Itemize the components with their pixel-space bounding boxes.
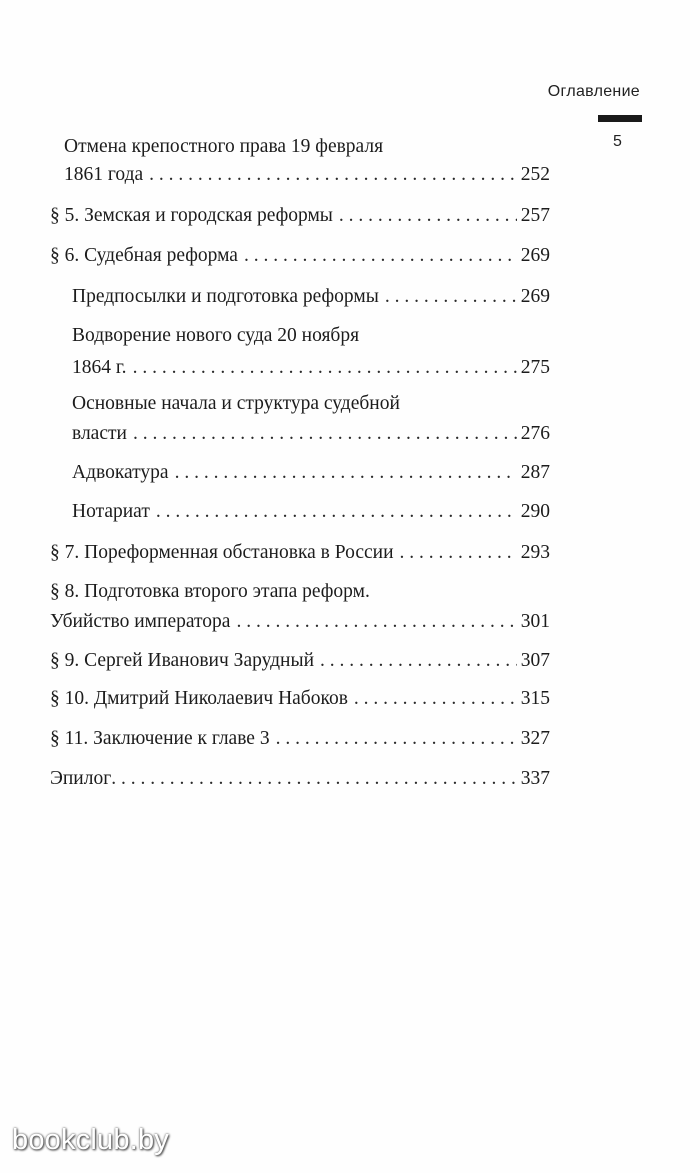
running-head: Оглавление: [547, 83, 640, 100]
toc-entry-page: 252: [520, 164, 550, 185]
toc-entry-title: § 9. Сергей Иванович Зарудный: [50, 650, 315, 671]
toc-entry[interactable]: [50, 647, 550, 675]
toc-entry-page: 315: [520, 688, 550, 709]
dot-leader: [385, 283, 517, 311]
toc-entry-title-line2: Убийство императора: [50, 611, 231, 632]
toc-entry-title-line2: 1864 г.: [72, 357, 127, 378]
dot-leader: [111, 765, 517, 793]
toc-entry[interactable]: [72, 390, 550, 448]
dot-leader: [133, 354, 517, 382]
toc-entry-page: 307: [520, 650, 550, 671]
toc-entry-title: § 6. Судебная реформа: [50, 245, 238, 266]
running-head-bar: [598, 115, 642, 122]
dot-leader: [156, 498, 517, 526]
toc-entry[interactable]: [50, 578, 550, 636]
toc-entry-title: § 10. Дмитрий Николаевич Набоков: [50, 688, 348, 709]
toc-entry-page: 287: [520, 462, 550, 483]
dot-leader: [175, 459, 517, 487]
toc-entry-page: 337: [520, 768, 550, 789]
toc-entry-page: 269: [520, 245, 550, 266]
dot-leader: [149, 161, 517, 189]
dot-leader: [400, 539, 517, 567]
toc-entry-page: 257: [520, 205, 550, 226]
toc-entry[interactable]: [50, 725, 550, 753]
toc-entry-title: § 5. Земская и городская реформы: [50, 205, 333, 226]
site-watermark: bookclub.by: [12, 1124, 169, 1156]
toc-entry[interactable]: [50, 202, 550, 230]
toc-entry-title: Эпилог: [50, 768, 112, 789]
toc-entry-page: 327: [520, 728, 550, 749]
dot-leader: [339, 202, 517, 230]
toc-entry-page: 290: [520, 501, 550, 522]
toc-entry-page: 293: [520, 542, 550, 563]
dot-leader: [354, 685, 517, 713]
toc-entry-title-line1: Основные начала и структура судебной: [72, 393, 400, 414]
toc-entry[interactable]: [72, 459, 550, 487]
toc-entry-title: § 7. Пореформенная обстановка в России: [50, 542, 394, 563]
toc-entry-title: Адвокатура: [72, 462, 169, 483]
toc-entry[interactable]: [72, 283, 550, 311]
toc-entry[interactable]: [50, 765, 550, 793]
toc-entry[interactable]: [50, 242, 550, 270]
toc-entry[interactable]: [72, 498, 550, 526]
toc-entry-title-line1: § 8. Подготовка второго этапа реформ.: [50, 581, 370, 602]
dot-leader: [244, 242, 517, 270]
toc-entry[interactable]: [50, 539, 550, 567]
dot-leader: [276, 725, 517, 753]
toc-entry-page: 275: [520, 357, 550, 378]
toc-entry-page: 276: [520, 423, 550, 444]
toc-entry-title-line1: Отмена крепостного права 19 февраля: [64, 136, 384, 157]
toc-entry-title-line2: 1861 года: [64, 164, 144, 185]
toc-entry[interactable]: [64, 133, 550, 189]
toc-entry-page: 301: [520, 611, 550, 632]
toc-entry-title: Предпосылки и подготовка реформы: [72, 286, 379, 307]
toc-entry-title: § 11. Заключение к главе 3: [50, 728, 270, 749]
toc-entry-title-line2: власти: [72, 423, 127, 444]
toc-entry[interactable]: [50, 685, 550, 713]
dot-leader: [133, 420, 517, 448]
toc-entry-title: Нотариат: [72, 501, 150, 522]
page-number: 5: [613, 133, 622, 150]
toc-entry-page: 269: [520, 286, 550, 307]
toc-entry-title-line1: Водворение нового суда 20 ноября: [72, 325, 360, 346]
toc-entry[interactable]: [72, 322, 550, 382]
dot-leader: [236, 608, 516, 636]
dot-leader: [320, 647, 517, 675]
